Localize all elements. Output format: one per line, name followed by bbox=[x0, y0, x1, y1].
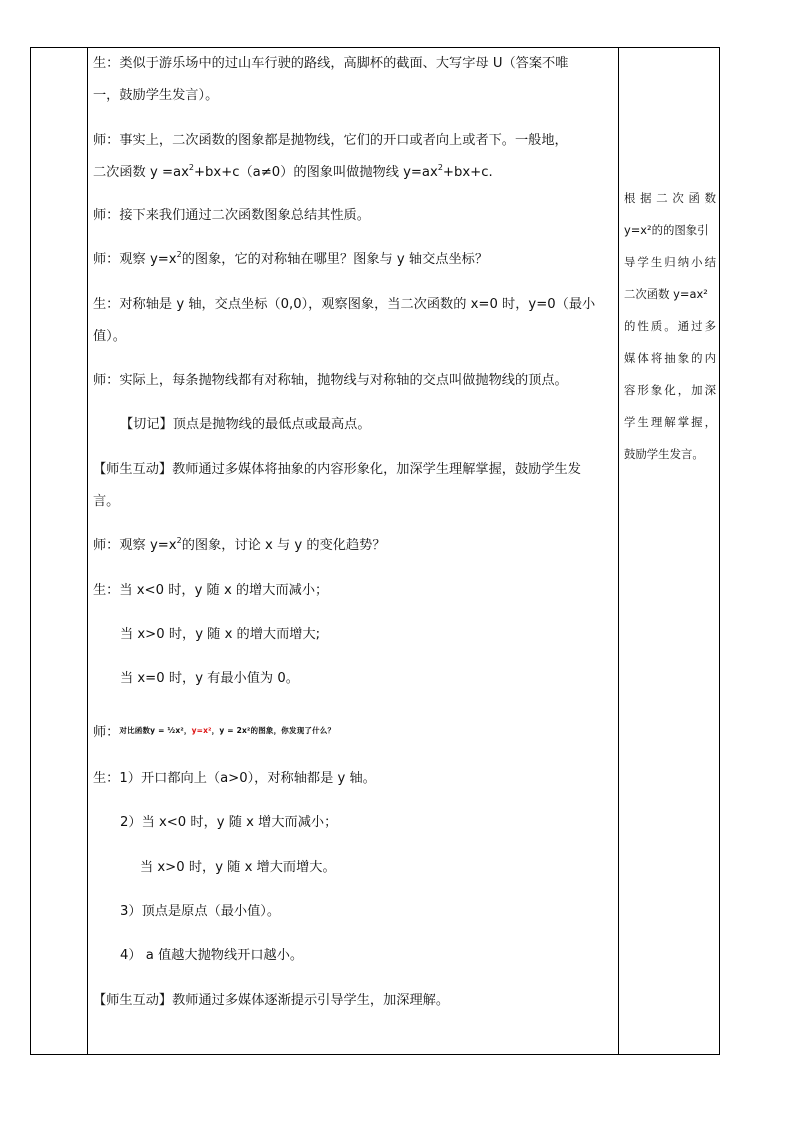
side-note-line: y=x²的的图象引 bbox=[624, 223, 709, 237]
dialogue-line: 生：对称轴是 y 轴，交点坐标（0,0），观察图象，当二次函数的 x=0 时，y=0（最小 bbox=[93, 297, 596, 312]
dialogue-line: 生：当 x<0 时，y 随 x 的增大而减小； bbox=[93, 583, 329, 598]
side-note-line: 二次函数 y=ax² bbox=[624, 287, 708, 301]
interaction-note: 言。 bbox=[93, 494, 120, 509]
side-note-line: 导学生归纳小结 bbox=[624, 255, 716, 269]
dialogue-line: 生：1）开口都向上（a>0），对称轴都是 y 轴。 bbox=[93, 771, 376, 786]
dialogue-line: 师：事实上，二次函数的图象都是抛物线，它们的开口或者向上或者下。一般地， bbox=[93, 133, 568, 148]
side-note-line: 鼓励学生发言。 bbox=[624, 447, 704, 461]
side-note-line: 学生理解掌握， bbox=[624, 415, 716, 429]
dialogue-line: 当 x>0 时，y 随 x 的增大而增大; bbox=[120, 627, 321, 642]
list-item: 2）当 x<0 时，y 随 x 增大而减小； bbox=[120, 815, 338, 830]
dialogue-line: 一，鼓励学生发言）。 bbox=[93, 88, 219, 103]
reminder-line: 【切记】顶点是抛物线的最低点或最高点。 bbox=[120, 417, 371, 432]
dialogue-line: 师：接下来我们通过二次函数图象总结其性质。 bbox=[93, 208, 370, 223]
side-note-line: 媒体将抽象的内 bbox=[624, 351, 716, 365]
dialogue-line: 当 x=0 时，y 有最小值为 0。 bbox=[120, 671, 299, 686]
interaction-note: 【师生互动】教师通过多媒体将抽象的内容形象化，加深学生理解掌握，鼓励学生发 bbox=[93, 462, 581, 477]
side-note-line: 容形象化，加深 bbox=[624, 383, 716, 397]
dialogue-line: 师：观察 $y=x^2$的图象，它的对称轴在哪里？图象与 y 轴交点坐标？ bbox=[93, 249, 489, 267]
list-item: 当 x>0 时，y 随 x 增大而增大。 bbox=[140, 860, 336, 875]
side-note-line: 根据二次函数 bbox=[624, 191, 716, 205]
side-note-line: 的性质。通过多 bbox=[624, 319, 716, 333]
column-divider-left bbox=[87, 48, 88, 1054]
comparison-image-text: 对比函数y = ½x²，y=x²，y = 2x²的图象，你发现了什么？ bbox=[119, 726, 336, 735]
interaction-note: 【师生互动】教师通过多媒体逐渐提示引导学生，加深理解。 bbox=[93, 993, 450, 1008]
list-item: 3）顶点是原点（最小值）。 bbox=[120, 904, 281, 919]
dialogue-line: 师：观察 $y=x^2$的图象，讨论 x 与 y 的变化趋势？ bbox=[93, 535, 386, 553]
comparison-prompt: 师：$^{对比函数y = \frac{1}{2}x^2,y=x^2,y = 2x^2的图象,你发现了什么?}$ bbox=[93, 725, 336, 740]
dialogue-line: 生：类似于游乐场中的过山车行驶的路线，高脚杯的截面、大写字母 U（答案不唯 bbox=[93, 56, 569, 71]
formula-line: 二次函数 $y =ax^2+bx+c(a\ne 0)$的图象叫做抛物线 $y=ax^2+bx+c$. bbox=[93, 162, 493, 180]
dialogue-line: 值）。 bbox=[93, 329, 126, 344]
dialogue-line: 师：实际上，每条抛物线都有对称轴，抛物线与对称轴的交点叫做抛物线的顶点。 bbox=[93, 373, 568, 388]
list-item: 4） a 值越大抛物线开口越小。 bbox=[120, 948, 304, 963]
